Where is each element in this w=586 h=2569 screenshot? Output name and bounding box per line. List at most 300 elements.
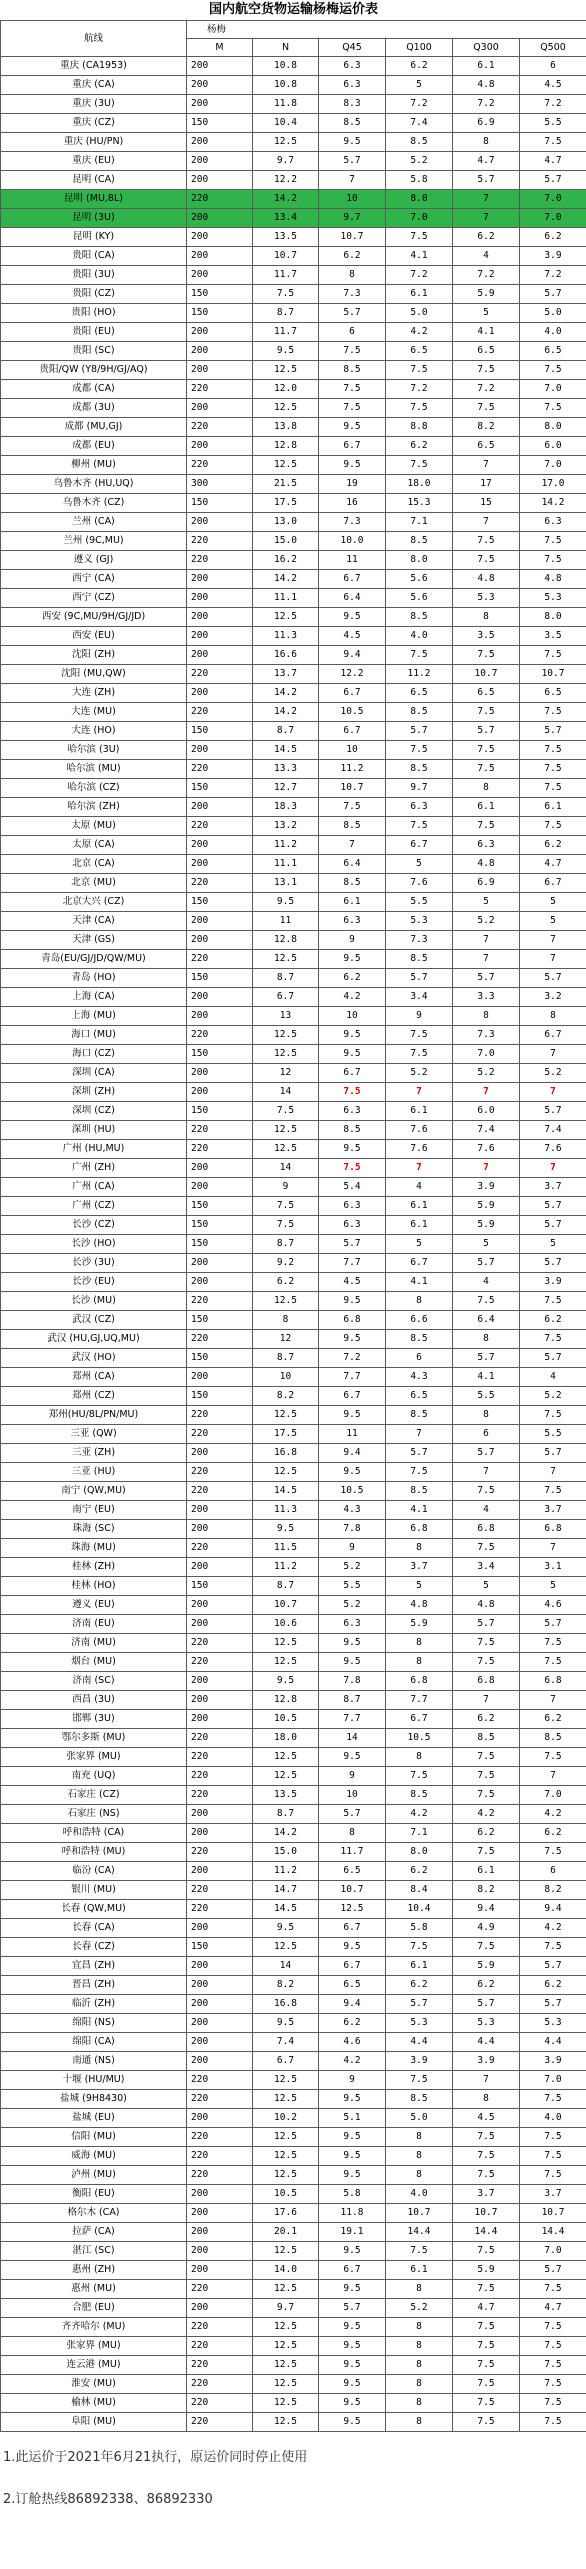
rate-cell: 200 (187, 513, 253, 532)
rate-cell: 6.7 (319, 437, 386, 456)
rate-cell: 7.5 (453, 551, 520, 570)
rate-cell: 7.5 (386, 1938, 453, 1957)
rate-cell: 14.7 (253, 1881, 319, 1900)
route-cell: 武汉 (HO) (1, 1349, 187, 1368)
rate-cell: 8 (319, 266, 386, 285)
route-cell: 惠州 (MU) (1, 2280, 187, 2299)
rate-cell: 200 (187, 1596, 253, 1615)
rate-cell: 6.3 (520, 513, 586, 532)
rate-cell: 7 (520, 931, 586, 950)
rate-cell: 3.7 (520, 1501, 586, 1520)
rate-cell: 220 (187, 703, 253, 722)
rate-cell: 16.8 (253, 1444, 319, 1463)
rate-cell: 7.5 (453, 2318, 520, 2337)
rate-cell: 6.0 (520, 437, 586, 456)
rate-cell: 200 (187, 323, 253, 342)
rate-cell: 200 (187, 2261, 253, 2280)
rate-cell: 8.4 (386, 1881, 453, 1900)
rate-cell: 7.5 (386, 2242, 453, 2261)
route-cell: 大连 (ZH) (1, 684, 187, 703)
rate-cell: 9.5 (253, 2014, 319, 2033)
rate-cell: 10.5 (253, 2185, 319, 2204)
rate-cell: 7 (453, 1083, 520, 1102)
rate-cell: 7.0 (386, 209, 453, 228)
table-row (1, 2109, 586, 2128)
rate-cell: 5.0 (520, 304, 586, 323)
rate-cell: 200 (187, 1159, 253, 1178)
rate-cell: 7.0 (520, 2242, 586, 2261)
route-cell: 长沙 (EU) (1, 1273, 187, 1292)
rate-cell: 8.5 (386, 760, 453, 779)
rate-cell: 10.6 (253, 1615, 319, 1634)
rate-cell: 9.5 (319, 2375, 386, 2394)
table-row (1, 114, 586, 133)
rate-cell: 10.5 (386, 1729, 453, 1748)
rate-cell: 10.8 (253, 57, 319, 76)
rate-cell: 4.7 (520, 2299, 586, 2318)
rate-cell: 5.7 (319, 304, 386, 323)
table-row (1, 342, 586, 361)
rate-cell: 7.5 (253, 285, 319, 304)
rate-cell: 6.1 (386, 285, 453, 304)
rate-cell: 220 (187, 1767, 253, 1786)
rate-cell: 150 (187, 1577, 253, 1596)
route-cell: 成都 (CA) (1, 380, 187, 399)
route-cell: 济南 (EU) (1, 1615, 187, 1634)
table-row (1, 2242, 586, 2261)
rate-cell: 7.5 (386, 741, 453, 760)
table-row (1, 95, 586, 114)
table-row (1, 2014, 586, 2033)
rate-cell: 5.2 (319, 1596, 386, 1615)
rate-cell: 17 (453, 475, 520, 494)
rate-cell: 7.5 (453, 2242, 520, 2261)
rate-cell: 6.6 (386, 1311, 453, 1330)
rate-cell: 5.0 (386, 2109, 453, 2128)
rate-cell: 14.2 (253, 570, 319, 589)
rate-cell: 4.2 (386, 323, 453, 342)
rate-cell: 7.8 (319, 1672, 386, 1691)
rate-cell: 7.4 (453, 1121, 520, 1140)
rate-cell: 6.5 (319, 1976, 386, 1995)
rate-cell: 17.6 (253, 2204, 319, 2223)
route-cell: 北京 (CA) (1, 855, 187, 874)
route-cell: 济南 (SC) (1, 1672, 187, 1691)
rate-cell: 6.8 (453, 1672, 520, 1691)
rate-cell: 7.0 (520, 456, 586, 475)
rate-cell: 12.5 (253, 2128, 319, 2147)
rate-cell: 200 (187, 266, 253, 285)
rate-cell: 6.3 (319, 1216, 386, 1235)
rate-cell: 18.0 (386, 475, 453, 494)
rate-cell: 200 (187, 133, 253, 152)
route-cell: 泸州 (MU) (1, 2166, 187, 2185)
rate-cell: 7.5 (386, 1045, 453, 1064)
table-row (1, 190, 586, 209)
rate-cell: 8 (386, 1292, 453, 1311)
rate-cell: 11 (253, 912, 319, 931)
rate-cell: 7.5 (319, 798, 386, 817)
rate-cell: 4.2 (386, 1805, 453, 1824)
rate-cell: 6.3 (319, 1102, 386, 1121)
rate-cell: 6.3 (386, 798, 453, 817)
rate-cell: 7.5 (453, 1786, 520, 1805)
rate-cell: 6.5 (386, 1387, 453, 1406)
rate-cell: 6.2 (520, 836, 586, 855)
rate-cell: 220 (187, 2375, 253, 2394)
rate-cell: 220 (187, 1482, 253, 1501)
rate-cell: 220 (187, 665, 253, 684)
table-row (1, 1330, 586, 1349)
rate-cell: 200 (187, 1824, 253, 1843)
route-cell: 沈阳 (MU,QW) (1, 665, 187, 684)
table-row (1, 418, 586, 437)
rate-cell: 7.0 (520, 380, 586, 399)
rate-cell: 200 (187, 2014, 253, 2033)
table-row (1, 1767, 586, 1786)
rate-cell: 220 (187, 1463, 253, 1482)
rate-cell: 5 (386, 1577, 453, 1596)
table-row (1, 779, 586, 798)
rate-cell: 7.7 (386, 1691, 453, 1710)
rate-cell: 12.5 (253, 456, 319, 475)
rate-cell: 6.7 (319, 570, 386, 589)
rate-cell: 11.1 (253, 855, 319, 874)
rate-cell: 8.7 (253, 1805, 319, 1824)
rate-cell: 200 (187, 1558, 253, 1577)
rate-cell: 7.3 (453, 1026, 520, 1045)
rate-cell: 150 (187, 114, 253, 133)
rate-cell: 4.4 (520, 2033, 586, 2052)
rate-cell: 7.7 (319, 1710, 386, 1729)
rate-cell: 7.5 (386, 2071, 453, 2090)
rate-cell: 7.5 (520, 2337, 586, 2356)
rate-cell: 4.7 (520, 152, 586, 171)
rate-cell: 7 (453, 209, 520, 228)
rate-cell: 12.5 (253, 2413, 319, 2432)
rate-cell: 9.5 (319, 2337, 386, 2356)
table-row (1, 304, 586, 323)
rate-cell: 12.5 (253, 1938, 319, 1957)
rate-cell: 10.5 (319, 1482, 386, 1501)
table-row (1, 2394, 586, 2413)
rate-cell: 8.5 (386, 950, 453, 969)
rate-cell: 9 (319, 1767, 386, 1786)
rate-cell: 17.5 (253, 494, 319, 513)
rate-cell: 3.3 (453, 988, 520, 1007)
rate-cell: 10 (319, 741, 386, 760)
rate-cell: 5.7 (319, 1235, 386, 1254)
table-row (1, 1406, 586, 1425)
rate-cell: 6.7 (319, 1957, 386, 1976)
table-row (1, 323, 586, 342)
rate-cell: 7 (319, 836, 386, 855)
table-row (1, 228, 586, 247)
rate-cell: 200 (187, 1805, 253, 1824)
rate-cell: 7.5 (453, 760, 520, 779)
rate-cell: 8.2 (520, 1881, 586, 1900)
rate-cell: 7.5 (520, 1482, 586, 1501)
rate-cell: 6.1 (453, 1862, 520, 1881)
rate-cell: 220 (187, 1653, 253, 1672)
rate-cell: 4.7 (453, 152, 520, 171)
route-cell: 武汉 (HU,GJ,UQ,MU) (1, 1330, 187, 1349)
rate-cell: 7.5 (520, 2318, 586, 2337)
rate-cell: 200 (187, 1710, 253, 1729)
table-row (1, 931, 586, 950)
rate-cell: 11.7 (253, 266, 319, 285)
rate-cell: 6.1 (386, 1197, 453, 1216)
rate-cell: 8 (386, 2280, 453, 2299)
rate-cell: 6.7 (253, 2052, 319, 2071)
rate-cell: 7.5 (319, 399, 386, 418)
rate-cell: 200 (187, 741, 253, 760)
rate-cell: 11.2 (319, 760, 386, 779)
table-row (1, 2185, 586, 2204)
rate-cell: 9.2 (253, 1254, 319, 1273)
rate-cell: 7.5 (520, 2394, 586, 2413)
rate-cell: 8 (453, 1007, 520, 1026)
rate-cell: 6.9 (453, 114, 520, 133)
table-row (1, 2128, 586, 2147)
rate-cell: 150 (187, 304, 253, 323)
rate-cell: 4 (453, 247, 520, 266)
rate-cell: 7 (386, 1425, 453, 1444)
route-cell: 柳州 (MU) (1, 456, 187, 475)
rate-cell: 5.1 (319, 2109, 386, 2128)
rate-cell: 9.4 (520, 1900, 586, 1919)
table-row (1, 741, 586, 760)
rate-cell: 5.5 (453, 1387, 520, 1406)
rate-cell: 12.7 (253, 779, 319, 798)
route-cell: 重庆 (CZ) (1, 114, 187, 133)
rate-cell: 6.5 (520, 684, 586, 703)
rate-cell: 10.7 (319, 228, 386, 247)
rate-cell: 7 (520, 1463, 586, 1482)
rate-cell: 200 (187, 684, 253, 703)
rate-cell: 9 (319, 2071, 386, 2090)
rate-cell: 7.5 (520, 703, 586, 722)
rate-cell: 4.0 (386, 2185, 453, 2204)
rate-cell: 7 (453, 950, 520, 969)
rate-cell: 5 (453, 1235, 520, 1254)
rate-cell: 8.7 (253, 722, 319, 741)
rate-cell: 8.5 (319, 1121, 386, 1140)
rate-cell: 7.5 (386, 646, 453, 665)
route-cell: 哈尔滨 (CZ) (1, 779, 187, 798)
rate-cell: 7.5 (386, 456, 453, 475)
rate-cell: 10.0 (319, 532, 386, 551)
rate-cell: 12.5 (253, 133, 319, 152)
rate-cell: 6.4 (453, 1311, 520, 1330)
rate-cell: 5.3 (520, 2014, 586, 2033)
route-cell: 信阳 (MU) (1, 2128, 187, 2147)
table-row (1, 1007, 586, 1026)
rate-cell: 6.2 (453, 228, 520, 247)
rate-cell: 4.5 (319, 1273, 386, 1292)
rate-cell: 9.5 (319, 1938, 386, 1957)
rate-cell: 200 (187, 76, 253, 95)
route-cell: 郑州(HU/8L/PN/MU) (1, 1406, 187, 1425)
rate-cell: 220 (187, 456, 253, 475)
route-cell: 威海 (MU) (1, 2147, 187, 2166)
rate-cell: 200 (187, 646, 253, 665)
rate-cell: 7.5 (520, 760, 586, 779)
route-cell: 贵阳 (EU) (1, 323, 187, 342)
rate-cell: 200 (187, 1501, 253, 1520)
rate-cell: 13.0 (253, 513, 319, 532)
note-effective-date: 1.此运价于2021年6月21执行，原运价同时停止使用 (3, 2450, 308, 2465)
rate-cell: 5.3 (453, 2014, 520, 2033)
rate-cell: 4.2 (453, 1805, 520, 1824)
rate-cell: 8 (386, 1634, 453, 1653)
table-row (1, 627, 586, 646)
rate-cell: 200 (187, 1273, 253, 1292)
table-row (1, 1539, 586, 1558)
rate-cell: 7.2 (453, 95, 520, 114)
rate-cell: 8.5 (386, 1406, 453, 1425)
rate-cell: 4.7 (520, 855, 586, 874)
rate-cell: 6.2 (253, 1273, 319, 1292)
rate-cell: 10.7 (520, 665, 586, 684)
table-row (1, 2223, 586, 2242)
route-cell: 乌鲁木齐 (CZ) (1, 494, 187, 513)
rate-cell: 9.4 (319, 646, 386, 665)
rate-cell: 3.9 (453, 1178, 520, 1197)
rate-cell: 6.5 (520, 342, 586, 361)
rate-cell: 200 (187, 95, 253, 114)
rate-cell: 4.3 (386, 1368, 453, 1387)
rate-cell: 9 (319, 931, 386, 950)
rate-cell: 9.4 (319, 1444, 386, 1463)
rate-cell: 5.9 (453, 1957, 520, 1976)
table-row (1, 2090, 586, 2109)
rate-cell: 5.7 (319, 152, 386, 171)
rate-cell: 4.8 (386, 1596, 453, 1615)
rate-cell: 6.5 (319, 1862, 386, 1881)
rate-cell: 8.7 (253, 1577, 319, 1596)
table-row (1, 1482, 586, 1501)
route-cell: 湛江 (SC) (1, 2242, 187, 2261)
route-cell: 榆林 (MU) (1, 2394, 187, 2413)
rate-cell: 10.5 (319, 703, 386, 722)
rate-cell: 7.5 (520, 2090, 586, 2109)
rate-cell: 7.7 (319, 1368, 386, 1387)
rate-cell: 220 (187, 1330, 253, 1349)
rate-cell: 8 (453, 133, 520, 152)
route-cell: 张家界 (MU) (1, 2337, 187, 2356)
route-cell: 成都 (MU,GJ) (1, 418, 187, 437)
route-cell: 呼和浩特 (CA) (1, 1824, 187, 1843)
rate-cell: 11.2 (386, 665, 453, 684)
route-cell: 贵阳/QW (Y8/9H/GJ/AQ) (1, 361, 187, 380)
rate-cell: 8.5 (386, 2090, 453, 2109)
table-row (1, 1938, 586, 1957)
rate-cell: 200 (187, 152, 253, 171)
rate-cell: 6.1 (453, 798, 520, 817)
rate-cell: 220 (187, 190, 253, 209)
table-row (1, 1976, 586, 1995)
rate-cell: 9.5 (253, 1672, 319, 1691)
route-cell: 石家庄 (CZ) (1, 1786, 187, 1805)
rate-cell: 9.5 (319, 1140, 386, 1159)
rate-cell: 8 (386, 2413, 453, 2432)
rate-cell: 8.5 (386, 133, 453, 152)
rate-cell: 7.5 (520, 2356, 586, 2375)
rate-cell: 150 (187, 722, 253, 741)
rate-cell: 5.3 (453, 589, 520, 608)
route-cell: 呼和浩特 (MU) (1, 1843, 187, 1862)
rate-cell: 4.0 (520, 2109, 586, 2128)
rate-cell: 220 (187, 532, 253, 551)
rate-cell: 10 (319, 190, 386, 209)
rate-cell: 4.8 (453, 76, 520, 95)
table-row (1, 1672, 586, 1691)
rate-cell: 4.1 (453, 1368, 520, 1387)
rate-cell: 7 (453, 513, 520, 532)
table-row (1, 1995, 586, 2014)
rate-cell: 5.7 (453, 1615, 520, 1634)
rate-cell: 3.1 (520, 1558, 586, 1577)
rate-cell: 5.8 (319, 2185, 386, 2204)
table-row (1, 1387, 586, 1406)
rate-cell: 4.2 (319, 988, 386, 1007)
rate-cell: 8 (386, 2394, 453, 2413)
table-row (1, 1596, 586, 1615)
route-cell: 西宁 (CA) (1, 570, 187, 589)
route-cell: 贵阳 (HO) (1, 304, 187, 323)
table-row (1, 1140, 586, 1159)
rate-cell: 14.4 (386, 2223, 453, 2242)
rate-cell: 7 (453, 1463, 520, 1482)
rate-cell: 14.2 (253, 684, 319, 703)
rate-cell: 9.5 (253, 342, 319, 361)
rate-cell: 5 (453, 304, 520, 323)
table-row (1, 1881, 586, 1900)
rate-cell: 5.9 (453, 1216, 520, 1235)
rate-cell: 200 (187, 1672, 253, 1691)
rate-cell: 300 (187, 475, 253, 494)
table-row (1, 437, 586, 456)
rate-cell: 9.7 (386, 779, 453, 798)
rate-cell: 8.5 (386, 703, 453, 722)
rate-cell: 5.7 (386, 969, 453, 988)
rate-cell: 16.6 (253, 646, 319, 665)
rate-cell: 5.8 (386, 1919, 453, 1938)
rate-cell: 9.5 (253, 893, 319, 912)
table-row (1, 551, 586, 570)
rate-cell: 10 (319, 1786, 386, 1805)
rate-cell: 5 (453, 893, 520, 912)
table-row (1, 1083, 586, 1102)
table-row (1, 950, 586, 969)
table-row (1, 1197, 586, 1216)
rate-cell: 11 (319, 1425, 386, 1444)
rate-cell: 4.8 (453, 1596, 520, 1615)
route-cell: 昆明 (KY) (1, 228, 187, 247)
rate-cell: 6.9 (453, 874, 520, 893)
rate-cell: 7.0 (520, 209, 586, 228)
route-cell: 贵阳 (3U) (1, 266, 187, 285)
rate-cell: 5 (520, 1577, 586, 1596)
rate-cell: 7.8 (319, 1520, 386, 1539)
route-cell: 阜阳 (MU) (1, 2413, 187, 2432)
rate-cell: 7.5 (453, 2166, 520, 2185)
route-cell: 青岛(EU/GJ/JD/QW/MU) (1, 950, 187, 969)
rate-cell: 5.5 (520, 114, 586, 133)
rate-cell: 8.2 (253, 1387, 319, 1406)
col-header-q100: Q100 (386, 39, 453, 57)
